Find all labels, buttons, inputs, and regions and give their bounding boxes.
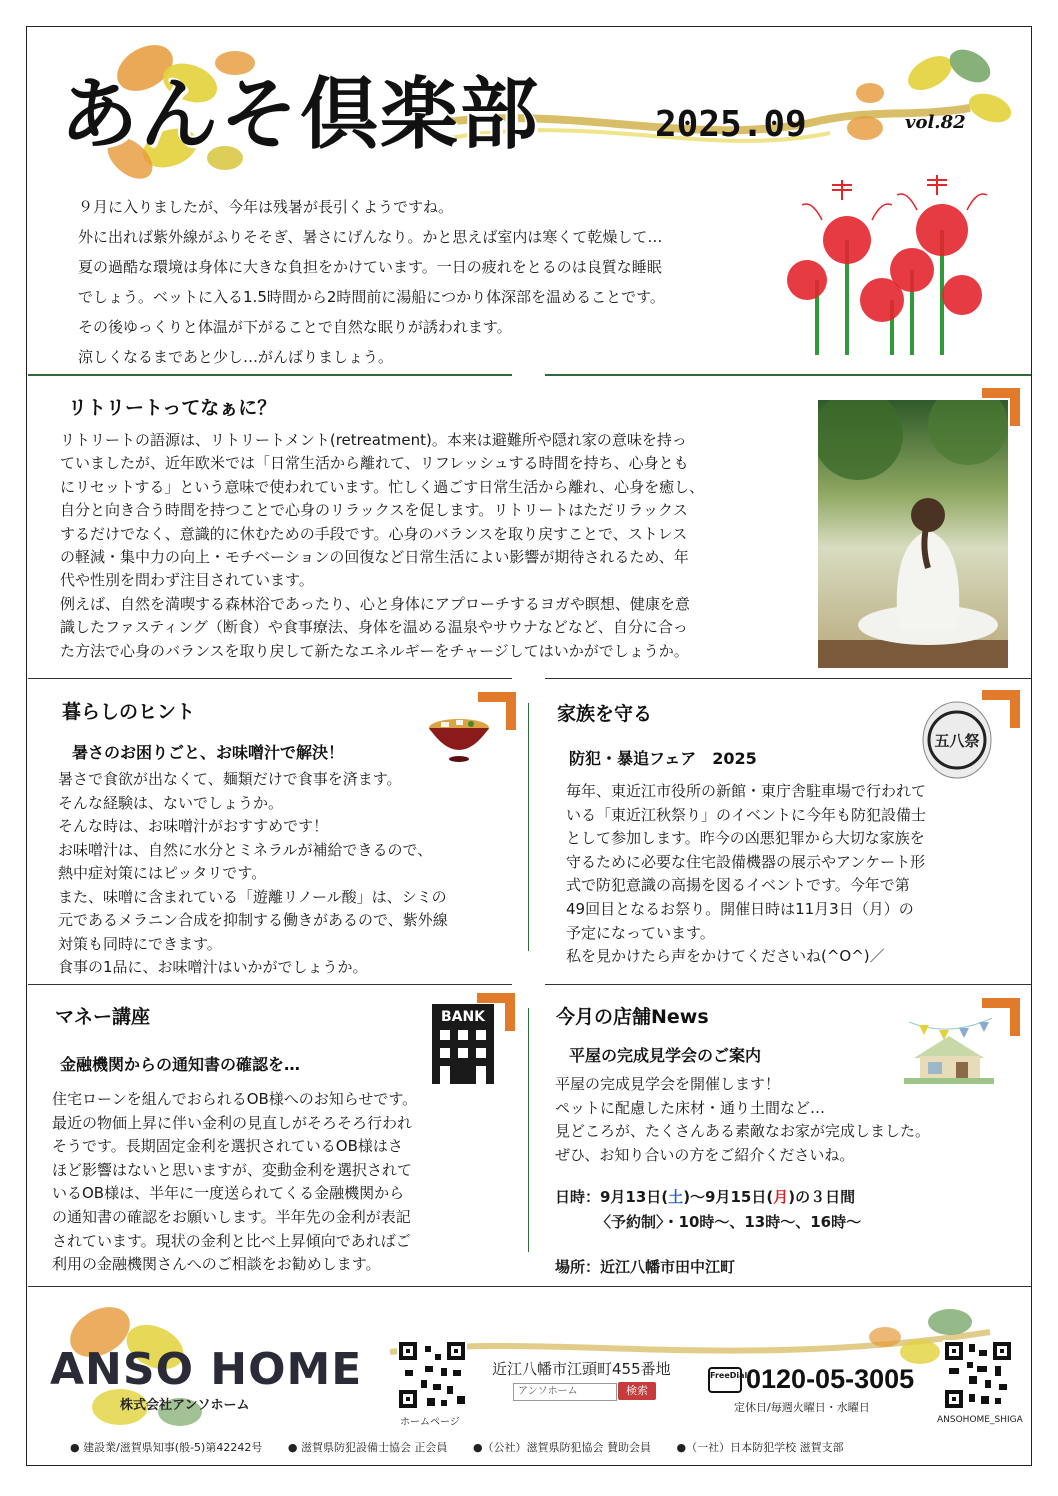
money-subtitle: 金融機関からの通知書の確認を… (60, 1055, 301, 1074)
saturday-label: 土 (668, 1188, 684, 1206)
intro-line: その後ゆっくりと体温が下がることで自然な眠りが誘われます。 (78, 318, 512, 336)
money-line: 最近の物価上昇に伴い金利の見直しがそろそろ行われ (52, 1113, 413, 1132)
store-line: ぜひ、お知り合いの方をご紹介くださいね。 (555, 1145, 855, 1164)
money-title: マネー講座 (55, 1006, 151, 1028)
store-line: 平屋の完成見学会を開催します！ (555, 1075, 781, 1093)
intro-line: ９月に入りましたが、今年は残暑が長引くようですね。 (78, 198, 454, 216)
money-line: 住宅ローンを組んでおられるOB様へのお知らせです。 (52, 1090, 418, 1108)
store-line: ペットに配慮した床材・通り土間など… (555, 1098, 826, 1117)
schedule-part: )の３日間 (788, 1188, 856, 1206)
retreat-line: 自分と向き合う時間を持つことで心身のリラックスを促します。リトリートはただリラックス (60, 501, 688, 520)
money-line: いるOB様は、半年に一度送られてくる金融機関から (52, 1184, 405, 1203)
business-hours: 定休日/毎週火曜日・水曜日 (734, 1401, 870, 1414)
hint-line: そんな経験は、ないでしょうか。 (58, 793, 284, 812)
retreat-line: た方法で心身のバランスを取り戻して新たなエネルギーをチャージしてはいかがでしょうか。 (60, 641, 689, 660)
intro-line: 涼しくなるまであと少し…がんばりましょう。 (78, 348, 394, 366)
instagram-qr-caption: ANSOHOME_SHIGA (937, 1415, 1023, 1425)
divider (545, 984, 1031, 985)
family-title: 家族を守る (557, 703, 653, 725)
divider (545, 374, 1031, 376)
issue-date: 2025.09 (655, 104, 807, 145)
homepage-qr-caption: ホームページ (400, 1417, 460, 1428)
store-schedule (555, 1186, 855, 1207)
monday-label: 月 (773, 1188, 789, 1206)
retreat-line: 代や性別を問わず注目されています。 (60, 571, 314, 590)
newsletter-title: あんそ倶楽部 (60, 70, 541, 160)
bank-building-icon (428, 1004, 498, 1084)
hint-line: 暑さで食欲が出なくて、麺類だけで食事を済ます。 (58, 770, 402, 788)
hint-line: お味噌汁は、自然に水分とミネラルが補給できるので、 (58, 840, 433, 859)
divider (545, 678, 1031, 679)
divider (28, 1286, 1031, 1287)
money-line: 利用の金融機関さんへのご相談をお勧めします。 (52, 1255, 381, 1274)
festival-badge-text: 五八祭 (934, 732, 980, 750)
family-body (566, 780, 996, 969)
company-address: 近江八幡市江頭町455番地 (492, 1360, 671, 1378)
money-line: そうです。長期固定金利を選択されているOB様はさ (52, 1137, 403, 1156)
hint-line: 対策も同時にできます。 (58, 934, 222, 953)
intro-line: でしょう。ベットに入る1.5時間から2時間前に湯船につかり体深部を温めることです。 (78, 288, 665, 306)
bank-label: BANK (440, 1009, 486, 1025)
phone-number[interactable]: 0120-05-3005 (746, 1364, 915, 1394)
family-line: 予定になっています。 (566, 923, 715, 942)
family-line: 式で防犯意識の高揚を図るイベントです。今年で第 (566, 876, 910, 895)
hint-line: 熱中症対策にはピッタリです。 (58, 864, 267, 882)
divider (28, 678, 512, 679)
miso-soup-bowl-icon (426, 712, 492, 764)
retreat-line: 例えば、自然を満喫する森林浴であったり、心と身体にアプローチするヨガや瞑想、健康を意 (60, 594, 690, 613)
money-line: されています。現状の金利と比べ上昇傾向であればご (52, 1231, 411, 1250)
meditation-photo (818, 400, 1008, 668)
store-subtitle: 平屋の完成見学会のご案内 (569, 1046, 762, 1065)
family-line: として参加します。昨今の凶悪犯罪から大切な家族を (566, 829, 925, 848)
freedial-icon: FreeDial (708, 1367, 742, 1393)
schedule-part: )～9月15日( (683, 1188, 774, 1206)
hint-body (58, 768, 518, 980)
festival-badge (921, 700, 993, 780)
store-title: 今月の店舗News (556, 1006, 709, 1028)
family-line: 守るために必要な住宅設備機器の展示やアンケート形 (566, 852, 926, 871)
money-line: の通知書の確認をお願いします。半年先の金利が表記 (52, 1207, 411, 1226)
family-line: 毎年、東近江市役所の新館・東庁舎駐車場で行われて (566, 782, 927, 800)
hint-line: 食事の1品に、お味噌汁はいかがでしょうか。 (58, 958, 368, 976)
membership-item: ●（公社）滋賀県防犯協会 賛助会員 (472, 1441, 652, 1454)
retreat-title: リトリートってなぁに？ (68, 397, 277, 419)
instagram-qr-code[interactable] (943, 1340, 1013, 1410)
family-subtitle: 防犯・暴追フェア 2025 (569, 749, 757, 768)
intro-line: 夏の過酷な環境は身体に大きな負担をかけています。一日の疲れをとるのは良質な睡眠 (78, 258, 662, 276)
divider (28, 374, 512, 376)
money-line: ほど影響はないと思いますが、変動金利を選択されて (52, 1160, 413, 1179)
column-divider (528, 703, 529, 951)
hint-line: そんな時は、お味噌汁がおすすめです！ (58, 817, 329, 835)
hint-subtitle: 暑さのお困りごと、お味噌汁で解決！ (72, 743, 345, 762)
store-place: 場所：近江八幡市田中江町 (555, 1258, 736, 1276)
dragonfly-icon (832, 175, 947, 200)
anso-home-logo[interactable]: ANSO HOME (50, 1344, 363, 1395)
intro-line: 外に出れば紫外線がふりそそぎ、暑さにげんなり。かと思えば室内は寒くて乾燥して… (78, 228, 663, 246)
family-line: 私を見かけたら声をかけてくださいね(^O^)／ (566, 947, 885, 966)
retreat-line: ていましたが、近年欧米では「日常生活から離れて、リフレッシュする時間を持ち、心身とも (60, 454, 689, 473)
issue-volume: vol.82 (905, 112, 966, 133)
membership-item: ● 滋賀県防犯設備士協会 正会員 (287, 1441, 448, 1454)
retreat-line: 識したファスティング（断食）や食事療法、身体を温める温泉やサウナなどなど、自分に合っ (60, 618, 688, 637)
intro-text (78, 192, 758, 372)
store-line: 見どころが、たくさんある素敵なお家が完成しました。 (555, 1122, 931, 1140)
retreat-line: にリセットする」という意味で使われています。忙しく過ごす日常生活から離れ、心身を癒し、 (60, 477, 705, 496)
search-button[interactable]: 検索 (618, 1382, 656, 1400)
hint-line: また、味噌に含まれている「遊離リノール酸」は、シミの (58, 887, 447, 906)
store-body (555, 1073, 995, 1167)
membership-item: ●（一社）日本防犯学校 滋賀支部 (676, 1441, 844, 1454)
search-input[interactable]: アンソホーム (513, 1383, 617, 1401)
homepage-qr-code[interactable] (397, 1340, 467, 1410)
hint-title: 暮らしのヒント (62, 701, 196, 723)
money-body (52, 1088, 522, 1277)
company-name: 株式会社アンソホーム (120, 1398, 250, 1413)
retreat-body (60, 429, 800, 663)
family-line: いる「東近江秋祭り」のイベントに今年も防犯設備士 (566, 805, 927, 824)
membership-item: ● 建設業/滋賀県知事(般-5)第42242号 (70, 1441, 263, 1454)
schedule-part: 日時：9月13日( (555, 1188, 669, 1206)
retreat-line: の軽減・集中力の向上・モチベーションの回復など日常生活によい影響が期待されるため、年 (60, 548, 689, 567)
divider (28, 984, 512, 985)
hint-line: 元であるメラニン合成を抑制する働きがあるので、紫外線 (58, 911, 448, 929)
spider-lily-illustration (762, 170, 1012, 360)
membership-list (70, 1439, 866, 1455)
retreat-line: するだけでなく、意識的に休むための手段です。心身のバランスを取り戻すことで、ストレス (60, 524, 688, 543)
family-line: 49回目となるお祭り。開催日時は11月3日（月）の (566, 899, 914, 918)
store-reservation: 〈予約制〉・10時～、13時～、16時～ (596, 1213, 862, 1231)
retreat-line: リトリートの語源は、リトリートメント(retreatment)。本来は避難所や隠れ家の意味を持っ (60, 431, 687, 449)
column-divider (528, 1008, 529, 1252)
